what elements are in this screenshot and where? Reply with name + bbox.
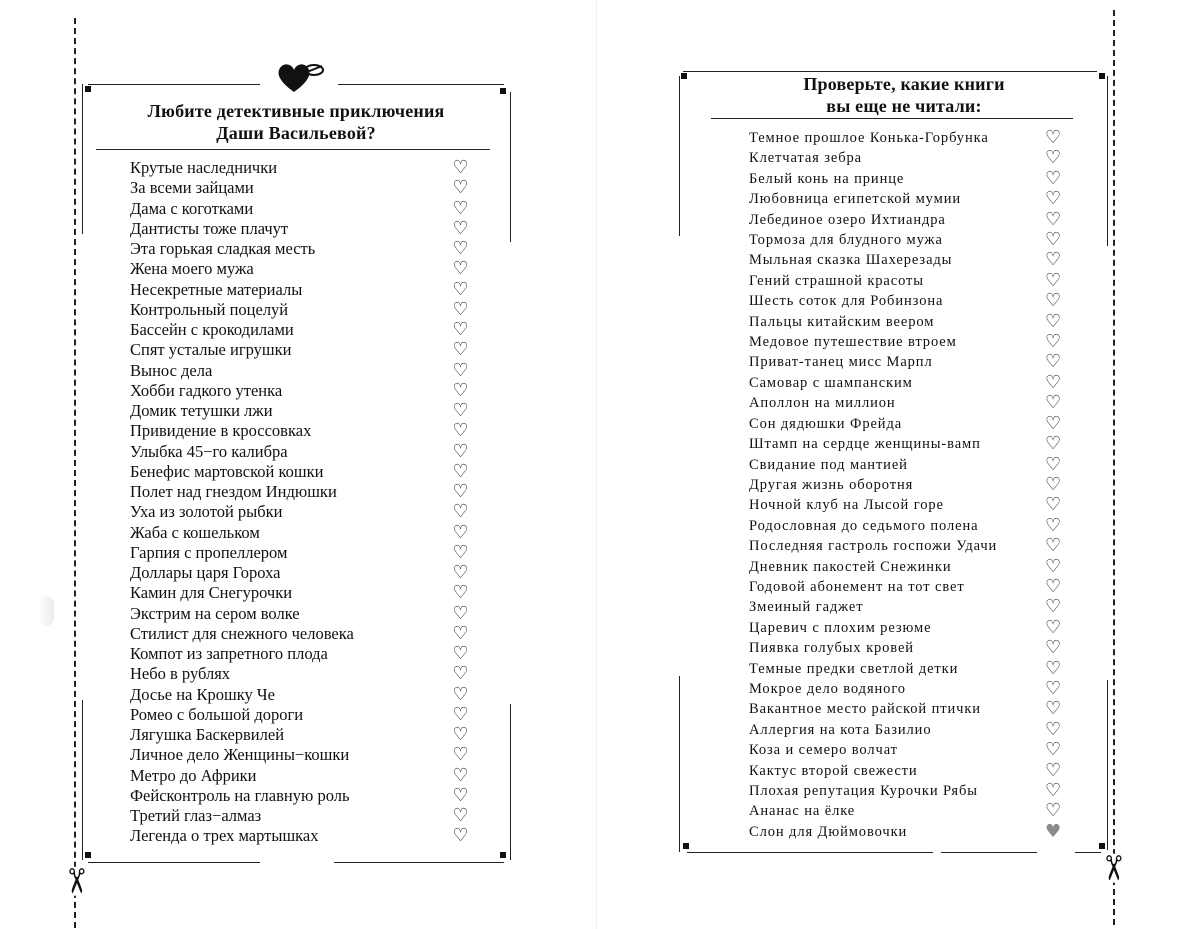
book-item [749, 801, 1069, 821]
heart-outline-icon[interactable]: ♡ [1045, 127, 1063, 148]
book-item [130, 826, 475, 846]
heart-outline-icon[interactable]: ♡ [452, 703, 469, 725]
heart-outline-icon[interactable]: ♡ [1045, 514, 1063, 536]
book-item [130, 442, 475, 462]
book-title: Небо в рублях [130, 664, 231, 684]
book-title: Медовое путешествие втроем [749, 334, 957, 351]
heart-outline-icon[interactable]: ♡ [452, 481, 469, 502]
book-title: Ромео с большой дороги [130, 704, 304, 724]
book-title: Бассейн с крокодилами [130, 320, 294, 339]
right-page [596, 0, 1192, 929]
book-item [130, 178, 475, 198]
heart-outline-icon[interactable]: ♡ [452, 602, 469, 624]
book-title: Полет над гнездом Индюшки [130, 482, 337, 501]
page-title-left: Любите детективные приключения Даши Васильевой? [147, 101, 445, 143]
heart-outline-icon[interactable]: ♡ [1045, 412, 1063, 434]
book-list-right [749, 128, 1069, 842]
book-item [749, 597, 1069, 617]
heart-outline-icon[interactable]: ♡ [1045, 718, 1063, 740]
book-title: Эта горькая сладкая месть [130, 239, 316, 258]
book-title: Клетчатая зебра [749, 150, 863, 167]
heart-outline-icon[interactable]: ♡ [452, 521, 469, 543]
book-item [749, 536, 1069, 556]
book-title: Гарпия с пропеллером [130, 542, 288, 562]
book-item [749, 638, 1069, 658]
scissors-icon: ✂ [1093, 853, 1131, 883]
book-title: Гений страшной красоты [749, 272, 924, 289]
book-item [130, 705, 475, 725]
book-item [749, 169, 1069, 189]
book-item [130, 725, 475, 745]
book-item [130, 320, 475, 340]
book-title: Бенефис мартовской кошки [130, 461, 324, 481]
book-title: Царевич с плохим резюме [749, 619, 932, 636]
heart-outline-icon[interactable]: ♡ [1045, 208, 1063, 230]
heart-outline-icon[interactable]: ♡ [1045, 555, 1063, 577]
book-item [749, 271, 1069, 291]
book-title: Годовой абонемент на тот свет [749, 578, 965, 595]
book-item [749, 516, 1069, 536]
book-title: Штамп на сердце женщины-вамп [749, 436, 981, 453]
book-title: Третий глаз−алмаз [130, 806, 262, 825]
heart-outline-icon[interactable]: ♡ [1045, 616, 1063, 638]
book-title: Другая жизнь оборотня [749, 476, 914, 493]
book-item [130, 280, 475, 300]
book-item [749, 761, 1069, 781]
heart-outline-icon[interactable]: ♡ [452, 238, 469, 259]
heart-outline-icon[interactable]: ♡ [1045, 637, 1063, 659]
book-item [130, 381, 475, 401]
book-title: Метро до Африки [130, 765, 257, 785]
book-item [130, 806, 475, 826]
book-item [749, 414, 1069, 434]
book-title: Лебединое озеро Ихтиандра [749, 211, 946, 228]
book-title: Улыбка 45−го калибра [130, 441, 288, 461]
book-item [749, 475, 1069, 495]
book-title: Спят усталые игрушки [130, 340, 292, 360]
book-item [749, 291, 1069, 311]
book-title: Пальцы китайским веером [749, 313, 935, 330]
book-title: Доллары царя Гороха [130, 563, 281, 582]
book-title: Жена моего мужа [130, 259, 254, 279]
heart-outline-icon[interactable]: ♡ [1045, 371, 1063, 393]
book-title: Лягушка Баскервилей [130, 725, 285, 744]
book-item [130, 766, 475, 786]
book-item [130, 685, 475, 705]
book-item [749, 434, 1069, 454]
book-item [749, 495, 1069, 515]
book-item [130, 745, 475, 765]
heart-outline-icon[interactable]: ♡ [1045, 698, 1063, 720]
heart-outline-icon[interactable]: ♡ [452, 501, 469, 523]
heart-outline-icon[interactable]: ♡ [1045, 800, 1063, 822]
heart-outline-icon[interactable]: ♡ [1045, 433, 1063, 455]
book-item [749, 352, 1069, 372]
title-rule-right [711, 118, 1073, 119]
book-title: Дама с коготками [130, 198, 254, 218]
book-title: Домик тетушки лжи [130, 401, 273, 420]
book-item [749, 393, 1069, 413]
book-title: Змеиный гаджет [749, 599, 864, 616]
book-title: Приват-танец мисс Марпл [749, 354, 933, 371]
book-item [130, 239, 475, 259]
book-title: Крутые наследнички [130, 158, 278, 177]
heart-outline-icon[interactable]: ♡ [452, 805, 469, 826]
book-title: Жаба с кошельком [130, 522, 260, 542]
book-item [130, 462, 475, 482]
book-item [130, 401, 475, 421]
book-item [130, 624, 475, 644]
book-item [749, 659, 1069, 679]
book-title: Аллергия на кота Базилио [749, 721, 932, 738]
book-title: Досье на Крошку Че [130, 684, 275, 704]
heart-outline-icon[interactable]: ♡ [1045, 759, 1063, 781]
heart-outline-icon[interactable]: ♡ [452, 400, 469, 421]
book-title: Ананас на ёлке [749, 803, 856, 820]
book-item [749, 577, 1069, 597]
heart-outline-icon[interactable]: ♡ [452, 319, 469, 340]
book-title: Несекретные материалы [130, 279, 303, 299]
book-item [130, 199, 475, 219]
heart-outline-icon[interactable]: ♡ [1045, 677, 1063, 699]
heart-outline-icon[interactable]: ♡ [1045, 167, 1063, 189]
book-title: Белый конь на принце [749, 170, 905, 187]
scissors-icon: ✂ [56, 866, 94, 896]
heart-outline-icon[interactable]: ♡ [452, 298, 469, 320]
book-item [130, 340, 475, 360]
book-title: Шесть соток для Робинзона [749, 293, 944, 310]
book-item [749, 312, 1069, 332]
book-item [130, 158, 475, 178]
book-item [130, 300, 475, 320]
book-title: Вынос дела [130, 360, 213, 380]
heart-outline-icon[interactable]: ♡ [452, 622, 469, 644]
heart-outline-icon[interactable]: ♡ [452, 379, 469, 401]
book-title: За всеми зайцами [130, 178, 254, 198]
book-title: Компот из запретного плода [130, 644, 328, 663]
book-item [749, 373, 1069, 393]
book-title: Темные предки светлой детки [749, 660, 959, 677]
heart-outline-icon[interactable]: ♡ [452, 258, 469, 280]
book-title: Кактус второй свежести [749, 762, 918, 779]
heart-outline-icon[interactable]: ♡ [452, 420, 469, 442]
heart-outline-icon[interactable]: ♡ [452, 157, 469, 178]
book-title: Плохая репутация Курочки Рябы [749, 783, 978, 799]
book-item [749, 455, 1069, 475]
book-title: Свидание под мантией [749, 456, 908, 473]
heart-outline-icon[interactable]: ♡ [1045, 249, 1063, 271]
heart-outline-icon[interactable]: ♡ [452, 197, 469, 219]
book-item [749, 557, 1069, 577]
heart-outline-icon[interactable]: ♡ [1045, 392, 1063, 414]
heart-outline-icon[interactable]: ♡ [452, 440, 469, 462]
book-item [749, 618, 1069, 638]
heart-outline-icon[interactable]: ♡ [1045, 494, 1063, 516]
heart-outline-icon[interactable]: ♡ [1045, 739, 1063, 761]
book-item [749, 189, 1069, 209]
heart-outline-icon[interactable]: ♡ [1045, 473, 1063, 495]
heart-outline-icon[interactable]: ♡ [1045, 147, 1063, 169]
book-item [749, 332, 1069, 352]
heart-outline-icon[interactable]: ♡ [452, 278, 469, 300]
heart-outline-icon[interactable]: ♡ [1045, 188, 1063, 210]
heart-outline-icon[interactable]: ♡ [452, 177, 469, 199]
book-item [130, 482, 475, 502]
heart-outline-icon[interactable]: ♡ [452, 643, 469, 664]
book-title: Экстрим на сером волке [130, 603, 300, 623]
book-item [130, 563, 475, 583]
scan-smudge [38, 596, 54, 626]
book-item [130, 361, 475, 381]
book-item [749, 250, 1069, 270]
book-title: Камин для Снегурочки [130, 583, 293, 603]
book-title: Хобби гадкого утенка [130, 380, 283, 400]
heart-outline-icon[interactable]: ♡ [1045, 290, 1063, 312]
book-title: Темное прошлое Конька-Горбунка [749, 130, 989, 146]
heart-filled-icon[interactable]: ♥ [1045, 820, 1063, 842]
cut-line-left [74, 18, 76, 928]
book-title: Любовница египетской мумии [749, 191, 962, 208]
book-title: Родословная до седьмого полена [749, 517, 979, 534]
book-item [130, 664, 475, 684]
book-item [130, 644, 475, 664]
book-title: Легенда о трех мартышках [130, 826, 319, 846]
heart-outline-icon[interactable]: ♡ [452, 784, 469, 806]
book-item [130, 583, 475, 603]
cut-line-right [1113, 10, 1115, 925]
book-item [749, 230, 1069, 250]
heart-outline-icon[interactable]: ♡ [1045, 780, 1063, 801]
heart-outline-icon[interactable]: ♡ [1045, 310, 1063, 332]
book-title: Аполлон на миллион [749, 395, 896, 412]
book-item [749, 699, 1069, 719]
heart-outline-icon[interactable]: ♡ [452, 663, 469, 685]
heart-outline-icon[interactable]: ♡ [452, 217, 469, 239]
book-title: Уха из золотой рыбки [130, 502, 283, 522]
book-title: Тормоза для блудного мужа [749, 232, 943, 249]
book-title: Привидение в кроссовках [130, 421, 312, 441]
book-item [749, 720, 1069, 740]
heart-outline-icon[interactable]: ♡ [452, 582, 469, 604]
book-item [130, 259, 475, 279]
book-item [130, 604, 475, 624]
heart-outline-icon[interactable]: ♡ [452, 562, 469, 583]
heart-outline-icon[interactable]: ♡ [452, 359, 469, 381]
heart-outline-icon[interactable]: ♡ [1045, 331, 1063, 353]
heart-outline-icon[interactable]: ♡ [452, 724, 469, 745]
book-item [749, 128, 1069, 148]
book-item [130, 786, 475, 806]
book-title: Стилист для снежного человека [130, 623, 354, 643]
page-title-right: Проверьте, какие книги вы еще не читали: [803, 74, 1005, 116]
book-item [130, 523, 475, 543]
book-list-left [130, 158, 475, 847]
heart-outline-icon[interactable]: ♡ [452, 460, 469, 482]
book-item [749, 781, 1069, 801]
heart-outline-icon[interactable]: ♡ [452, 339, 469, 361]
book-title: Контрольный поцелуй [130, 299, 289, 319]
book-title: Последняя гастроль госпожи Удачи [749, 538, 998, 555]
title-rule-left [96, 149, 490, 150]
book-item [749, 148, 1069, 168]
book-item [130, 502, 475, 522]
heart-outline-icon[interactable]: ♡ [1045, 596, 1063, 618]
heart-outline-icon[interactable]: ♡ [1045, 229, 1063, 251]
heart-outline-icon[interactable]: ♡ [452, 683, 469, 705]
heart-outline-icon[interactable]: ♡ [1045, 453, 1063, 475]
book-title: Пиявка голубых кровей [749, 640, 914, 657]
book-item [749, 210, 1069, 230]
heart-outline-icon[interactable]: ♡ [1045, 535, 1063, 557]
book-title: Дантисты тоже плачут [130, 218, 289, 238]
book-item [130, 543, 475, 563]
heart-outline-icon[interactable]: ♡ [452, 825, 469, 847]
book-item [749, 740, 1069, 760]
book-title: Самовар с шампанским [749, 374, 913, 391]
book-title: Дневник пакостей Снежинки [749, 558, 952, 575]
book-title: Фейсконтроль на главную роль [130, 785, 350, 805]
heart-outline-icon[interactable]: ♡ [452, 764, 469, 786]
book-title: Мокрое дело водяного [749, 680, 906, 697]
book-title: Коза и семеро волчат [749, 742, 898, 759]
book-item [130, 421, 475, 441]
heart-pin-logo [272, 56, 328, 96]
heart-outline-icon[interactable]: ♡ [1045, 657, 1063, 679]
book-title: Сон дядюшки Фрейда [749, 415, 903, 432]
book-title: Вакантное место райской птички [749, 701, 981, 718]
heart-outline-icon[interactable]: ♡ [452, 541, 469, 563]
heart-outline-icon[interactable]: ♡ [452, 744, 469, 766]
book-item [130, 219, 475, 239]
heart-outline-icon[interactable]: ♡ [1045, 575, 1063, 597]
book-item [749, 679, 1069, 699]
book-title: Личное дело Женщины−кошки [130, 745, 350, 765]
book-item [749, 822, 1069, 842]
book-title: Ночной клуб на Лысой горе [749, 497, 944, 514]
book-title: Слон для Дюймовочки [749, 823, 908, 840]
heart-outline-icon[interactable]: ♡ [1045, 351, 1063, 373]
book-title: Мыльная сказка Шахерезады [749, 252, 953, 269]
heart-outline-icon[interactable]: ♡ [1045, 269, 1063, 291]
